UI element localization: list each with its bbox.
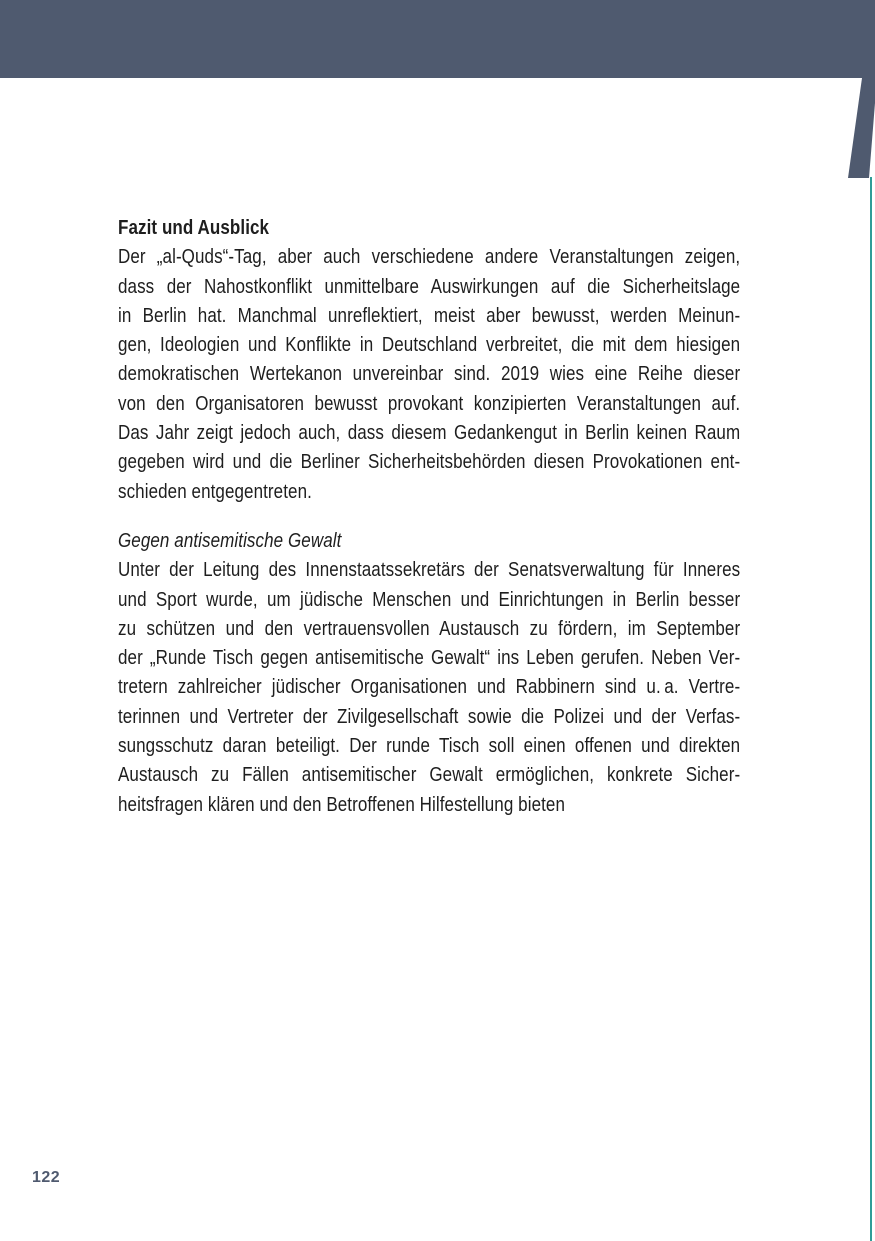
body-text-line: heitsfragen klären und den Betroffenen Hilfestellung bieten (118, 793, 566, 816)
body-text-line: dass der Nahostkonflikt unmittelbare Auswirkungen auf die Sicherheitslage (118, 275, 741, 298)
body-text-line: Unter der Leitung des Innenstaatssekretärs der Senatsverwaltung für Inneres (118, 559, 741, 582)
body-text-line: in Berlin hat. Manchmal unreflektiert, meist aber bewusst, werden Meinun- (118, 304, 741, 327)
corner-wedge-shape (848, 78, 875, 178)
section-heading: Fazit und Ausblick (118, 217, 270, 239)
paragraph-2 (118, 556, 740, 820)
body-text-line: gen, Ideologien und Konflikte in Deutschland verbreitet, die mit dem hiesigen (118, 334, 741, 357)
paragraph-1 (118, 243, 740, 507)
body-text-line: demokratischen Wertekanon unvereinbar sind. 2019 wies eine Reihe dieser (118, 363, 741, 386)
main-text-block (118, 214, 740, 820)
body-text-line: gegeben wird und die Berliner Sicherheitsbehörden diesen Provokationen ent- (118, 451, 741, 474)
body-text-line: schieden entgegentreten. (118, 480, 312, 503)
page-edge-teal-line (870, 177, 872, 1241)
body-text-line: Austausch zu Fällen antisemitischer Gewalt ermöglichen, konkrete Sicher- (118, 764, 741, 787)
body-text-line: tretern zahlreicher jüdischer Organisationen und Rabbinern sind u. a. Vertre- (118, 676, 741, 699)
body-text-line: terinnen und Vertreter der Zivilgesellschaft sowie die Polizei und der Verfas- (118, 705, 741, 728)
body-text-line: Der „al-Quds“-Tag, aber auch verschiedene andere Veranstaltungen zeigen, (118, 246, 741, 269)
body-text-line: zu schützen und den vertrauensvollen Austausch zu fördern, im September (118, 617, 741, 640)
body-text-line: Das Jahr zeigt jedoch auch, dass diesem Gedankengut in Berlin keinen Raum (118, 422, 741, 445)
body-text-line: und Sport wurde, um jüdische Menschen und Einrichtungen in Berlin besser (118, 588, 741, 611)
page-number: 122 (32, 1169, 61, 1186)
body-text-line: von den Organisatoren bewusst provokant konzipierten Veranstaltungen auf. (118, 392, 741, 415)
body-text-line: der „Runde Tisch gegen antisemitische Gewalt“ ins Leben gerufen. Neben Ver- (118, 647, 741, 670)
sub-section-heading: Gegen antisemitische Gewalt (118, 529, 342, 552)
body-text-line: sungsschutz daran beteiligt. Der runde Tisch soll einen offenen und direkten (118, 735, 741, 758)
header-band (0, 0, 875, 78)
